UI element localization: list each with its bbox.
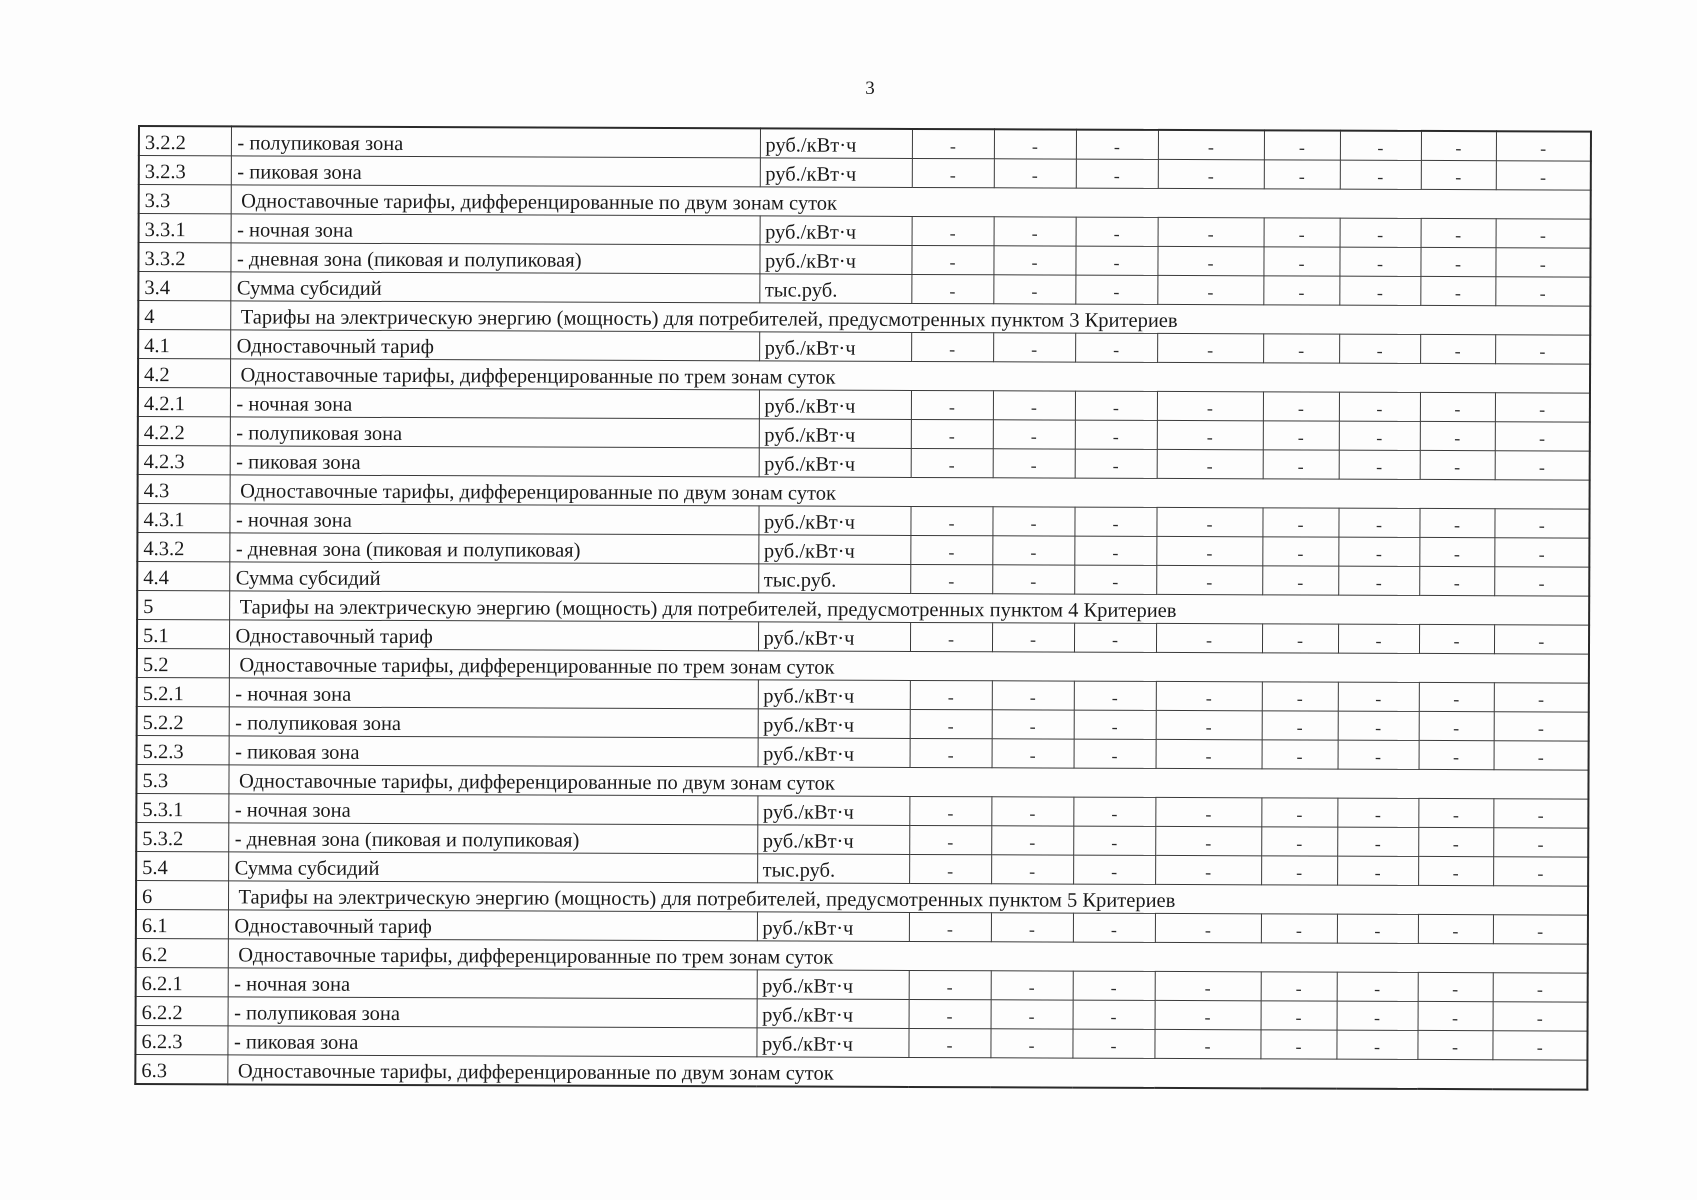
value-cell: - xyxy=(1157,449,1263,478)
value-cell: - xyxy=(1494,741,1589,770)
table-row xyxy=(139,126,1591,161)
row-code: 3.3 xyxy=(139,185,231,214)
value-cell: - xyxy=(1156,565,1262,594)
row-code: 5.2.2 xyxy=(137,706,229,735)
value-cell: - xyxy=(1261,798,1337,827)
value-cell: - xyxy=(1495,248,1590,277)
value-cell: - xyxy=(1158,130,1264,160)
value-cell: - xyxy=(910,564,992,593)
value-cell: - xyxy=(1074,536,1156,565)
value-cell: - xyxy=(992,681,1074,710)
section-title: Одноставочные тарифы, дифференцированные по трем зонам суток xyxy=(230,359,1590,393)
row-code: 4.2 xyxy=(138,359,230,388)
value-cell: - xyxy=(1496,161,1591,190)
value-cell: - xyxy=(1495,277,1590,306)
row-code: 5.3.1 xyxy=(136,793,228,822)
value-cell: - xyxy=(1158,217,1264,246)
value-cell: - xyxy=(1338,566,1419,595)
value-cell: - xyxy=(912,158,994,187)
value-cell: - xyxy=(991,1000,1073,1029)
value-cell: - xyxy=(1263,247,1339,276)
row-unit: руб./кВт·ч xyxy=(758,680,910,710)
value-cell: - xyxy=(1496,131,1591,161)
value-cell: - xyxy=(910,622,992,651)
value-cell: - xyxy=(1339,247,1420,276)
row-unit: руб./кВт·ч xyxy=(757,912,909,942)
section-title: Тарифы на электрическую энергию (мощность) для потребителей, предусмотренных пунктом 4 Критериев xyxy=(229,591,1589,625)
value-cell: - xyxy=(1073,855,1155,884)
value-cell: - xyxy=(992,536,1074,565)
row-unit: руб./кВт·ч xyxy=(759,332,911,362)
row-unit: руб./кВт·ч xyxy=(760,216,912,246)
row-name: - дневная зона (пиковая и полупиковая) xyxy=(229,533,758,564)
value-cell: - xyxy=(1074,507,1156,536)
value-cell: - xyxy=(1155,855,1261,884)
value-cell: - xyxy=(1337,1001,1418,1030)
section-title: Одноставочные тарифы, дифференцированные по трем зонам суток xyxy=(229,649,1589,683)
value-cell: - xyxy=(1073,826,1155,855)
value-cell: - xyxy=(1493,857,1588,886)
tariff-table xyxy=(134,125,1592,1091)
value-cell: - xyxy=(1155,797,1261,826)
row-unit: тыс.руб. xyxy=(757,854,909,884)
value-cell: - xyxy=(1076,159,1158,188)
value-cell: - xyxy=(911,390,993,419)
value-cell: - xyxy=(909,970,991,999)
value-cell: - xyxy=(1074,623,1156,652)
row-name: Сумма субсидий xyxy=(230,272,759,303)
value-cell: - xyxy=(1418,914,1493,943)
table-section-row xyxy=(135,1054,1587,1089)
row-unit: тыс.руб. xyxy=(759,274,911,304)
value-cell: - xyxy=(909,999,991,1028)
row-unit: руб./кВт·ч xyxy=(760,128,912,158)
value-cell: - xyxy=(911,448,993,477)
value-cell: - xyxy=(1158,159,1264,188)
value-cell: - xyxy=(1073,1000,1155,1029)
value-cell: - xyxy=(1261,856,1337,885)
section-title: Одноставочные тарифы, дифференцированные по двум зонам суток xyxy=(230,475,1590,509)
row-code: 6 xyxy=(136,880,228,909)
value-cell: - xyxy=(1421,218,1496,247)
value-cell: - xyxy=(1074,710,1156,739)
value-cell: - xyxy=(1492,1031,1587,1060)
value-cell: - xyxy=(1495,451,1590,480)
value-cell: - xyxy=(991,913,1073,942)
value-cell: - xyxy=(990,1029,1072,1058)
value-cell: - xyxy=(1156,710,1262,739)
row-name: Одноставочный тариф xyxy=(228,910,757,941)
value-cell: - xyxy=(911,245,993,274)
value-cell: - xyxy=(1338,624,1419,653)
row-code: 6.2.1 xyxy=(136,967,228,996)
row-code: 4.2.3 xyxy=(138,446,230,475)
value-cell: - xyxy=(1154,1029,1260,1058)
value-cell: - xyxy=(1339,334,1420,363)
value-cell: - xyxy=(1339,392,1420,421)
row-name: - ночная зона xyxy=(229,678,758,709)
row-code: 5.2.3 xyxy=(137,735,229,764)
value-cell: - xyxy=(1156,536,1262,565)
value-cell: - xyxy=(1157,275,1263,304)
row-code: 5.1 xyxy=(137,620,229,649)
value-cell: - xyxy=(993,420,1075,449)
value-cell: - xyxy=(1418,827,1493,856)
row-code: 4.2.2 xyxy=(138,417,230,446)
value-cell: - xyxy=(1337,914,1418,943)
row-unit: руб./кВт·ч xyxy=(758,535,910,565)
value-cell: - xyxy=(1495,422,1590,451)
row-unit: руб./кВт·ч xyxy=(758,709,910,739)
section-title: Одноставочные тарифы, дифференцированные по двум зонам суток xyxy=(227,1055,1587,1090)
value-cell: - xyxy=(1073,971,1155,1000)
row-code: 3.2.3 xyxy=(139,156,231,185)
row-name: - ночная зона xyxy=(229,504,758,535)
row-code: 4.1 xyxy=(138,330,230,359)
section-title: Одноставочные тарифы, дифференцированные по двум зонам суток xyxy=(228,765,1588,799)
value-cell: - xyxy=(912,216,994,245)
value-cell: - xyxy=(1075,246,1157,275)
value-cell: - xyxy=(1495,335,1590,364)
value-cell: - xyxy=(992,739,1074,768)
value-cell: - xyxy=(1074,565,1156,594)
value-cell: - xyxy=(1419,740,1494,769)
row-name: - полупиковая зона xyxy=(229,707,758,738)
value-cell: - xyxy=(1493,828,1588,857)
row-code: 5.4 xyxy=(136,851,228,880)
value-cell: - xyxy=(1264,160,1340,189)
value-cell: - xyxy=(994,217,1076,246)
value-cell: - xyxy=(1072,1029,1154,1058)
row-unit: руб./кВт·ч xyxy=(759,448,911,478)
value-cell: - xyxy=(1261,914,1337,943)
value-cell: - xyxy=(1264,130,1340,160)
value-cell: - xyxy=(1493,1002,1588,1031)
row-name: - ночная зона xyxy=(228,794,757,825)
row-code: 6.2.3 xyxy=(135,1025,227,1054)
value-cell: - xyxy=(1262,566,1338,595)
row-unit: руб./кВт·ч xyxy=(760,158,912,188)
value-cell: - xyxy=(1338,711,1419,740)
value-cell: - xyxy=(994,159,1076,188)
value-cell: - xyxy=(992,507,1074,536)
row-code: 3.4 xyxy=(138,272,230,301)
value-cell: - xyxy=(911,332,993,361)
value-cell: - xyxy=(1263,276,1339,305)
value-cell: - xyxy=(991,826,1073,855)
row-name: - пиковая зона xyxy=(229,736,758,767)
value-cell: - xyxy=(1156,739,1262,768)
value-cell: - xyxy=(1262,682,1338,711)
value-cell: - xyxy=(910,680,992,709)
value-cell: - xyxy=(1420,421,1495,450)
tariff-table-container xyxy=(134,125,1590,1091)
value-cell: - xyxy=(992,623,1074,652)
row-name: - пиковая зона xyxy=(231,156,760,187)
row-unit: руб./кВт·ч xyxy=(757,825,909,855)
row-code: 3.3.2 xyxy=(138,243,230,272)
row-code: 4 xyxy=(138,301,230,330)
row-unit: руб./кВт·ч xyxy=(757,999,909,1029)
row-code: 3.3.1 xyxy=(139,214,231,243)
value-cell: - xyxy=(1156,623,1262,652)
value-cell: - xyxy=(1421,160,1496,189)
value-cell: - xyxy=(993,449,1075,478)
row-name: Сумма субсидий xyxy=(228,852,757,883)
value-cell: - xyxy=(1417,1030,1492,1059)
value-cell: - xyxy=(1338,537,1419,566)
row-name: - ночная зона xyxy=(228,968,757,999)
value-cell: - xyxy=(1493,799,1588,828)
value-cell: - xyxy=(1494,683,1589,712)
value-cell: - xyxy=(1420,276,1495,305)
value-cell: - xyxy=(1420,247,1495,276)
value-cell: - xyxy=(1262,711,1338,740)
section-title: Тарифы на электрическую энергию (мощность) для потребителей, предусмотренных пунктом 5 Критериев xyxy=(228,881,1588,915)
row-code: 5 xyxy=(137,591,229,620)
value-cell: - xyxy=(1494,509,1589,538)
value-cell: - xyxy=(1419,537,1494,566)
value-cell: - xyxy=(1076,130,1158,160)
value-cell: - xyxy=(909,825,991,854)
value-cell: - xyxy=(1340,160,1421,189)
value-cell: - xyxy=(991,855,1073,884)
row-name: Одноставочный тариф xyxy=(230,330,759,361)
value-cell: - xyxy=(909,796,991,825)
value-cell: - xyxy=(1418,972,1493,1001)
row-code: 6.1 xyxy=(136,909,228,938)
value-cell: - xyxy=(910,535,992,564)
row-name: - ночная зона xyxy=(230,388,759,419)
value-cell: - xyxy=(1075,420,1157,449)
value-cell: - xyxy=(1337,827,1418,856)
value-cell: - xyxy=(910,506,992,535)
row-code: 5.2.1 xyxy=(137,677,229,706)
value-cell: - xyxy=(1073,797,1155,826)
row-code: 4.4 xyxy=(137,562,229,591)
value-cell: - xyxy=(1494,712,1589,741)
value-cell: - xyxy=(1336,1030,1417,1059)
row-code: 4.2.1 xyxy=(138,388,230,417)
row-unit: руб./кВт·ч xyxy=(759,245,911,275)
value-cell: - xyxy=(1338,682,1419,711)
row-unit: руб./кВт·ч xyxy=(757,970,909,1000)
row-name: - пиковая зона xyxy=(227,1026,756,1057)
value-cell: - xyxy=(1263,334,1339,363)
row-code: 6.3 xyxy=(135,1054,227,1084)
value-cell: - xyxy=(1263,392,1339,421)
section-title: Тарифы на электрическую энергию (мощность) для потребителей, предусмотренных пунктом 3 Критериев xyxy=(230,301,1590,335)
row-name: - дневная зона (пиковая и полупиковая) xyxy=(228,823,757,854)
value-cell: - xyxy=(1340,218,1421,247)
value-cell: - xyxy=(1419,711,1494,740)
value-cell: - xyxy=(1419,566,1494,595)
row-unit: руб./кВт·ч xyxy=(759,419,911,449)
value-cell: - xyxy=(994,129,1076,159)
value-cell: - xyxy=(908,1028,990,1057)
value-cell: - xyxy=(1155,913,1261,942)
row-code: 4.3 xyxy=(138,475,230,504)
value-cell: - xyxy=(1261,827,1337,856)
value-cell: - xyxy=(992,710,1074,739)
value-cell: - xyxy=(1075,333,1157,362)
value-cell: - xyxy=(993,246,1075,275)
value-cell: - xyxy=(991,971,1073,1000)
row-name: Одноставочный тариф xyxy=(229,620,758,651)
row-code: 5.2 xyxy=(137,649,229,678)
value-cell: - xyxy=(1418,856,1493,885)
value-cell: - xyxy=(1419,508,1494,537)
value-cell: - xyxy=(1074,681,1156,710)
value-cell: - xyxy=(1418,1001,1493,1030)
value-cell: - xyxy=(1157,391,1263,420)
value-cell: - xyxy=(912,129,994,159)
value-cell: - xyxy=(910,738,992,767)
value-cell: - xyxy=(1262,537,1338,566)
value-cell: - xyxy=(1155,1000,1261,1029)
row-code: 6.2.2 xyxy=(136,996,228,1025)
value-cell: - xyxy=(1261,1001,1337,1030)
value-cell: - xyxy=(1074,739,1156,768)
value-cell: - xyxy=(1157,420,1263,449)
value-cell: - xyxy=(1495,393,1590,422)
value-cell: - xyxy=(909,854,991,883)
value-cell: - xyxy=(1419,682,1494,711)
value-cell: - xyxy=(1156,681,1262,710)
page-number: 3 xyxy=(865,78,875,99)
value-cell: - xyxy=(1156,507,1262,536)
value-cell: - xyxy=(1075,449,1157,478)
row-code: 5.3 xyxy=(136,764,228,793)
value-cell: - xyxy=(909,912,991,941)
value-cell: - xyxy=(1262,508,1338,537)
row-name: - пиковая зона xyxy=(230,446,759,477)
row-code: 4.3.2 xyxy=(137,533,229,562)
value-cell: - xyxy=(1337,972,1418,1001)
value-cell: - xyxy=(1339,421,1420,450)
value-cell: - xyxy=(1261,972,1337,1001)
value-cell: - xyxy=(911,419,993,448)
value-cell: - xyxy=(1260,1030,1336,1059)
value-cell: - xyxy=(1494,538,1589,567)
row-code: 6.2 xyxy=(136,938,228,967)
value-cell: - xyxy=(1420,334,1495,363)
value-cell: - xyxy=(1496,219,1591,248)
value-cell: - xyxy=(1337,856,1418,885)
row-unit: руб./кВт·ч xyxy=(758,738,910,768)
value-cell: - xyxy=(1337,798,1418,827)
value-cell: - xyxy=(1073,913,1155,942)
value-cell: - xyxy=(993,275,1075,304)
value-cell: - xyxy=(910,709,992,738)
value-cell: - xyxy=(911,274,993,303)
value-cell: - xyxy=(1339,450,1420,479)
value-cell: - xyxy=(1157,333,1263,362)
value-cell: - xyxy=(1421,131,1496,161)
value-cell: - xyxy=(992,565,1074,594)
value-cell: - xyxy=(1076,217,1158,246)
value-cell: - xyxy=(1339,276,1420,305)
value-cell: - xyxy=(1262,740,1338,769)
value-cell: - xyxy=(1075,391,1157,420)
value-cell: - xyxy=(1338,508,1419,537)
value-cell: - xyxy=(993,391,1075,420)
value-cell: - xyxy=(1420,392,1495,421)
row-name: - полупиковая зона xyxy=(228,997,757,1028)
value-cell: - xyxy=(1420,450,1495,479)
value-cell: - xyxy=(1075,275,1157,304)
value-cell: - xyxy=(1157,246,1263,275)
value-cell: - xyxy=(1419,624,1494,653)
row-unit: руб./кВт·ч xyxy=(757,796,909,826)
row-code: 5.3.2 xyxy=(136,822,228,851)
value-cell: - xyxy=(1264,218,1340,247)
value-cell: - xyxy=(1262,624,1338,653)
value-cell: - xyxy=(1155,971,1261,1000)
row-unit: руб./кВт·ч xyxy=(758,506,910,536)
value-cell: - xyxy=(1493,915,1588,944)
row-code: 3.2.2 xyxy=(139,126,231,156)
row-unit: руб./кВт·ч xyxy=(756,1028,908,1058)
value-cell: - xyxy=(1494,625,1589,654)
value-cell: - xyxy=(1493,973,1588,1002)
value-cell: - xyxy=(1418,798,1493,827)
row-name: - ночная зона xyxy=(231,214,760,245)
value-cell: - xyxy=(1263,421,1339,450)
row-name: - полупиковая зона xyxy=(231,126,760,158)
row-unit: руб./кВт·ч xyxy=(759,390,911,420)
value-cell: - xyxy=(1155,826,1261,855)
row-code: 4.3.1 xyxy=(137,504,229,533)
row-name: - полупиковая зона xyxy=(230,417,759,448)
row-unit: руб./кВт·ч xyxy=(758,622,910,652)
section-title: Одноставочные тарифы, дифференцированные по трем зонам суток xyxy=(228,939,1588,973)
row-name: Сумма субсидий xyxy=(229,562,758,593)
tariff-table-body xyxy=(135,126,1591,1090)
section-title: Одноставочные тарифы, дифференцированные по двум зонам суток xyxy=(231,185,1591,219)
value-cell: - xyxy=(993,333,1075,362)
value-cell: - xyxy=(1338,740,1419,769)
value-cell: - xyxy=(1494,567,1589,596)
value-cell: - xyxy=(991,797,1073,826)
row-name: - дневная зона (пиковая и полупиковая) xyxy=(230,243,759,274)
row-unit: тыс.руб. xyxy=(758,564,910,594)
value-cell: - xyxy=(1263,450,1339,479)
value-cell: - xyxy=(1340,131,1421,161)
